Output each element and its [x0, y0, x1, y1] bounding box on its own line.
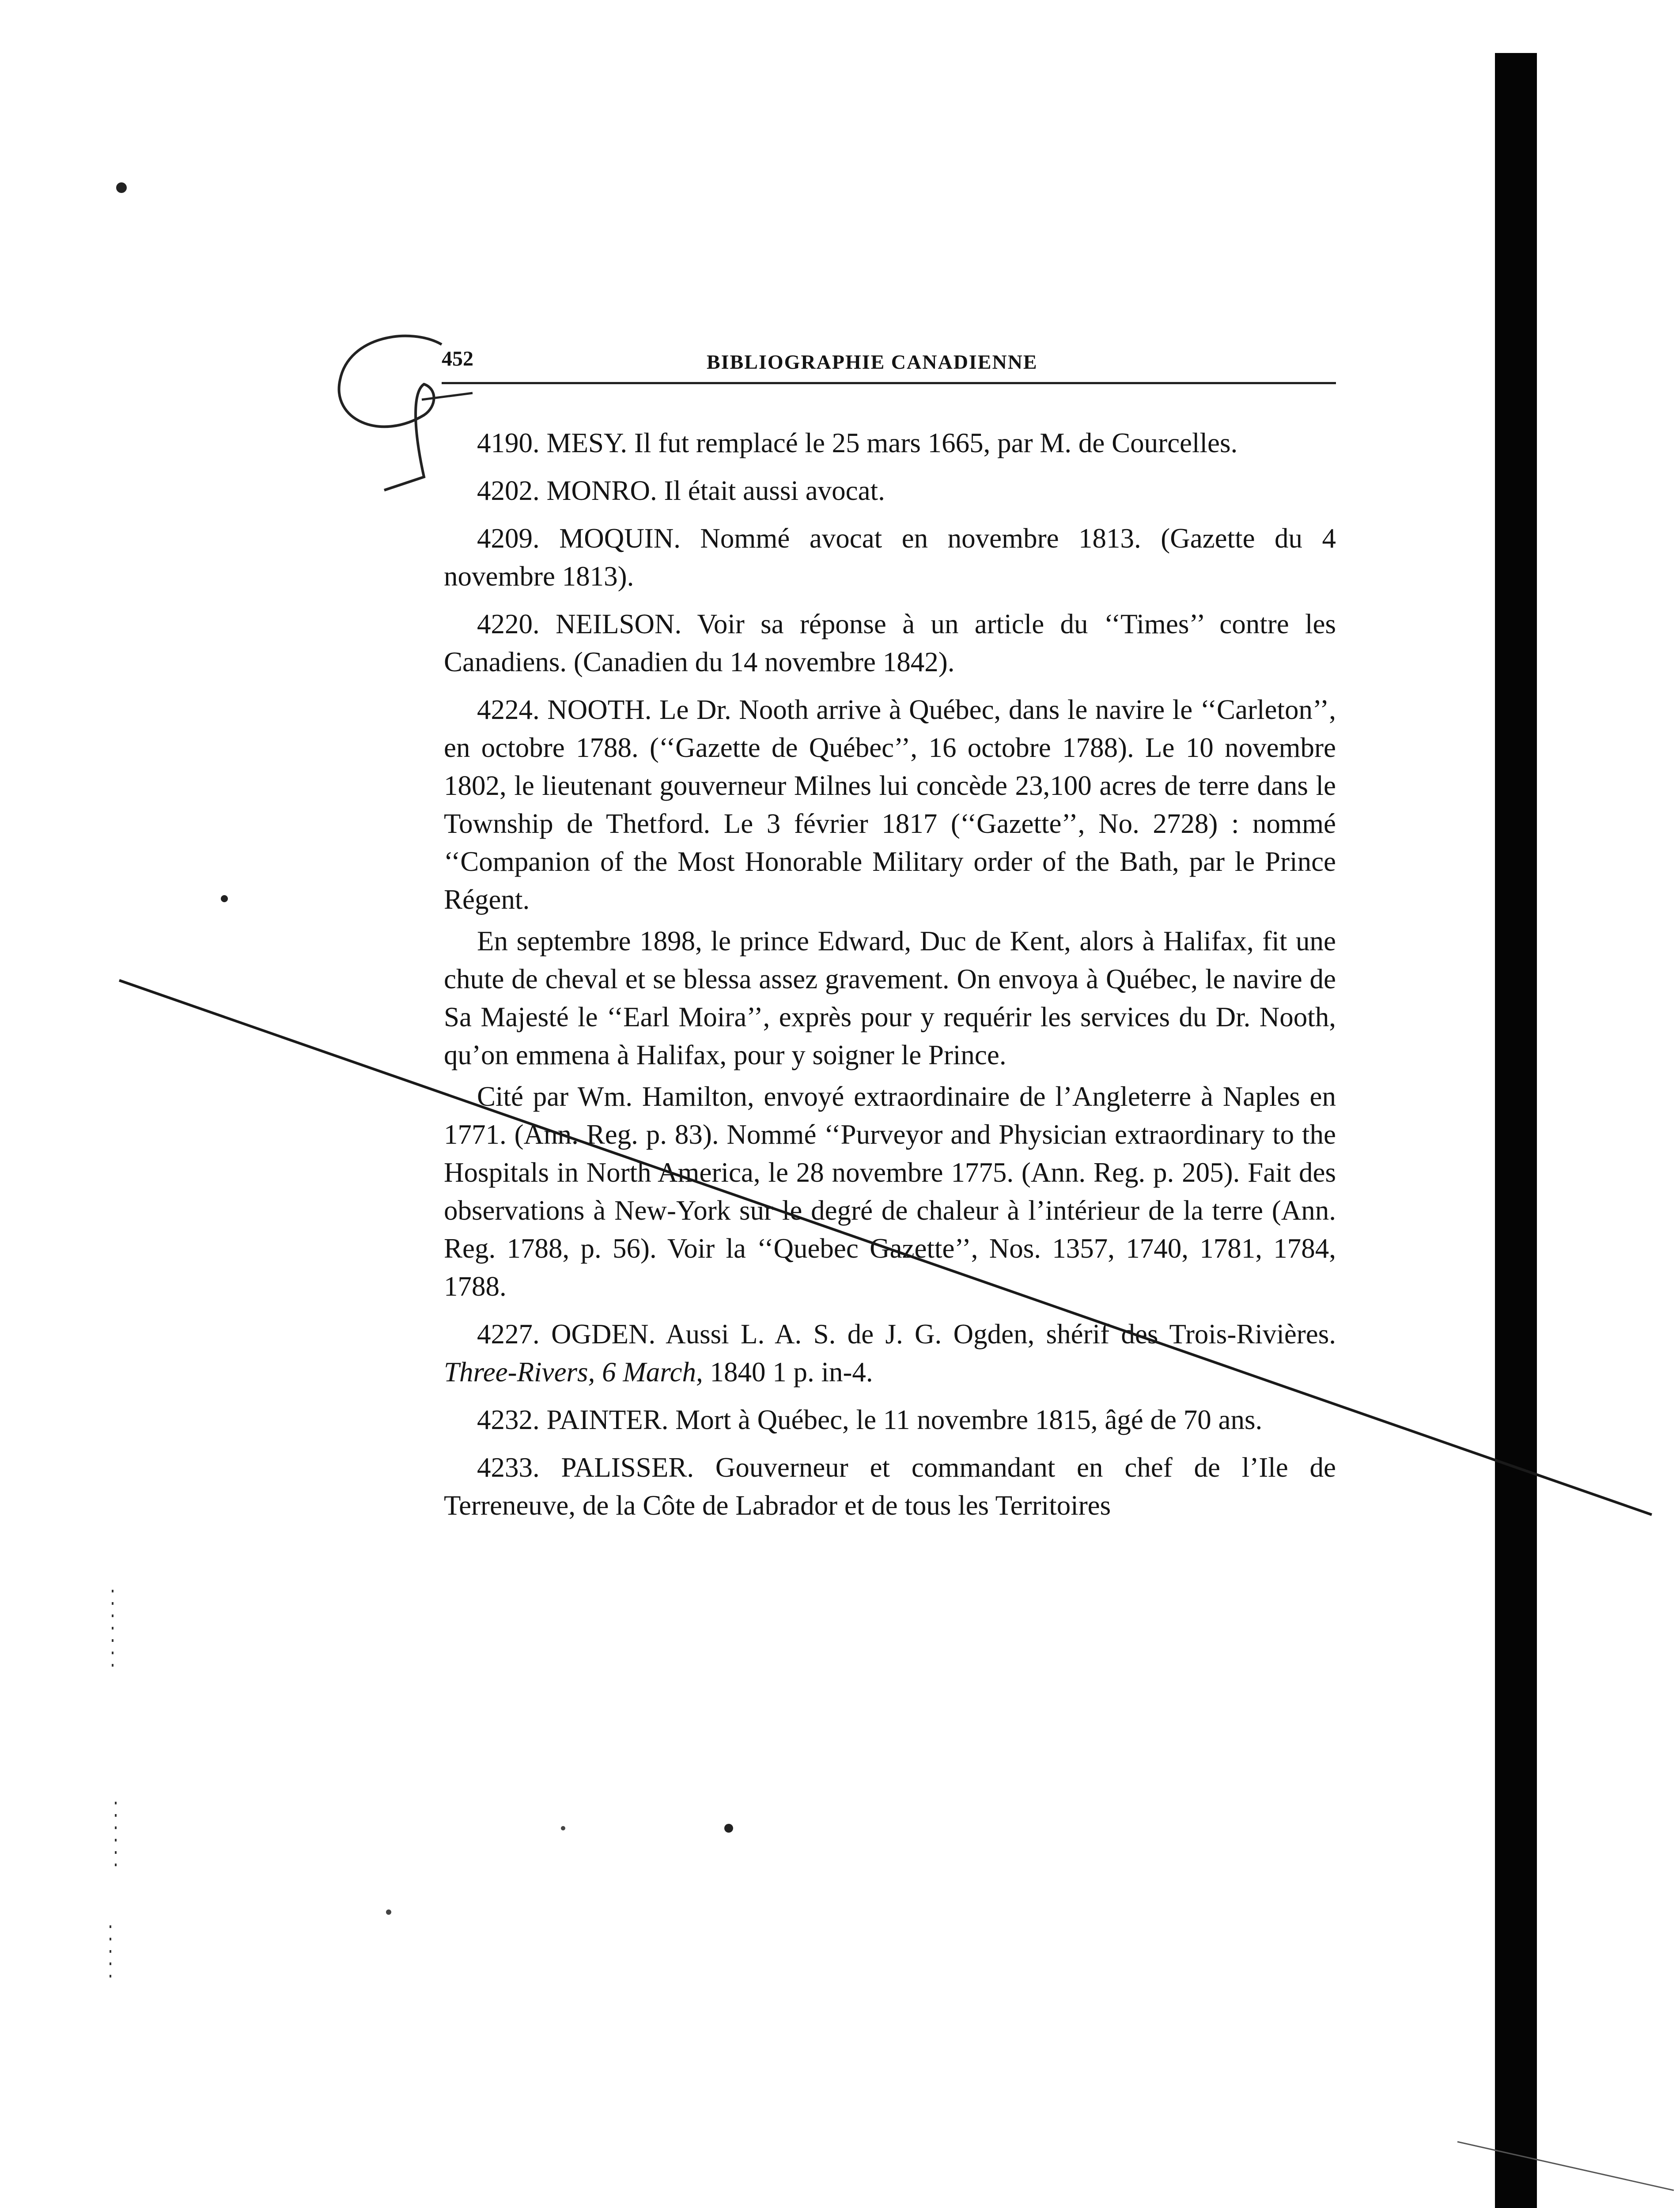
ink-speck	[561, 1826, 565, 1830]
ink-speck	[221, 895, 228, 902]
entry-4202: 4202. MONRO. Il était aussi avocat.	[477, 475, 885, 506]
handwritten-loop-mark	[339, 336, 442, 490]
ink-speck	[116, 182, 127, 193]
scan-edge-bar	[1495, 53, 1537, 2208]
entry-4232: 4232. PAINTER. Mort à Québec, le 11 novembre 1815, âgé de 70 ans.	[477, 1404, 1263, 1435]
page-header	[442, 338, 1336, 384]
entry-4227-italic: Three-Rivers, 6 March,	[444, 1357, 703, 1388]
entry-4220: 4220. NEILSON. Voir sa réponse à un article du ‘‘Times’’ contre les Canadiens. (Canadien du 14 novembre 1842).	[444, 609, 1336, 677]
page-number: 452	[442, 347, 473, 371]
ink-speck	[724, 1824, 733, 1833]
entry-4233: 4233. PALISSER. Gouverneur et commandant en chef de l’Ile de Terreneuve, de la Côte de Labrador et de tous les Territoires	[444, 1452, 1336, 1521]
entry-4227-text: 4227. OGDEN. Aussi L. A. S. de J. G. Ogden, shérif des Trois-Rivières.	[477, 1319, 1336, 1350]
entry-4190: 4190. MESY. Il fut remplacé le 25 mars 1665, par M. de Courcelles.	[477, 427, 1238, 458]
entry-4227-tail: 1840 1 p. in-4.	[710, 1357, 873, 1388]
entry-4224-paragraph-3: Cité par Wm. Hamilton, envoyé extraordinaire de l’Angleterre à Naples en 1771. (Ann. Reg. p. 83). Nommé ‘‘Purveyor and Physician extraordinary to the Hospitals in North America, le 28 novembre 1775. (Ann. Reg. p. 205). Fait des observations à New-York sur le degré de chaleur à l’intérieur de la terre (Ann. Reg. 1788, p. 56). Voir la ‘‘Quebec Gazette’’, Nos. 1357, 1740, 1781, 1784, 1788.	[444, 1081, 1336, 1302]
ink-speck	[386, 1909, 391, 1915]
entry-4227	[444, 1315, 1336, 1391]
entry-4224-paragraph-2: En septembre 1898, le prince Edward, Duc de Kent, alors à Halifax, fit une chute de cheval et se blessa assez gravement. On envoya à Québec, le navire de Sa Majesté le ‘‘Earl Moira’’, exprès pour y requérir les services du Dr. Nooth, qu’on emmena à Halifax, pour y soigner le Prince.	[444, 926, 1336, 1070]
faint-diagonal-line	[1457, 2142, 1674, 2190]
body-text	[444, 424, 1336, 1524]
entry-4224-paragraph-1: 4224. NOOTH. Le Dr. Nooth arrive à Québec, dans le navire le ‘‘Carleton’’, en octobre 1788. (‘‘Gazette de Québec’’, 16 octobre 1788). Le 10 novembre 1802, le lieutenant gouverneur Milnes lui concède 23,100 acres de terre dans le Township de Thetford. Le 3 février 1817 (‘‘Gazette’’, No. 2728) : nommé ‘‘Companion of the Most Honorable Military order of the Bath, par le Prince Régent.	[444, 694, 1336, 915]
entry-4209: 4209. MOQUIN. Nommé avocat en novembre 1813. (Gazette du 4 novembre 1813).	[444, 523, 1336, 592]
margin-scan-noise	[110, 1590, 116, 1983]
handwritten-dash-mark	[422, 393, 473, 400]
running-head: BIBLIOGRAPHIE CANADIENNE	[707, 351, 1038, 373]
